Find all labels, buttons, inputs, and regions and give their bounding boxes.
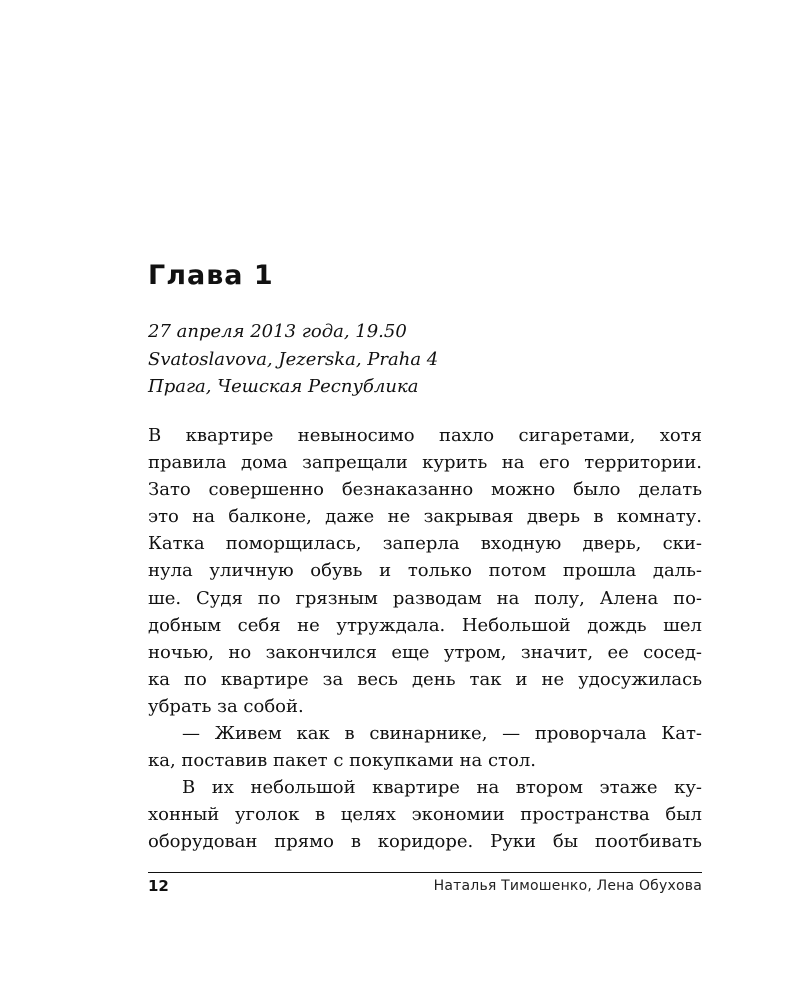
body-line: ше. Судя по грязным разводам на полу, Алена по- [148, 587, 702, 609]
body-line: Зато совершенно безнаказанно можно было делать [148, 479, 702, 501]
body-line: ка, поставив пакет с покупками на стол. [148, 750, 536, 772]
body-line: оборудован прямо в коридоре. Руки бы поотбивать [148, 831, 702, 853]
meta-city: Прага, Чешская Республика [148, 376, 419, 397]
chapter-meta [148, 318, 708, 401]
body-line: ка по квартире за весь день так и не удосужилась [148, 668, 702, 690]
page-number: 12 [148, 877, 169, 895]
body-line: нула уличную обувь и только потом прошла даль- [148, 560, 702, 582]
footer-divider [148, 872, 702, 873]
body-line: убрать за собой. [148, 695, 304, 717]
body-line: это на балконе, даже не закрывая дверь в комнату. [148, 506, 702, 528]
body-text [148, 422, 702, 856]
body-line: добным себя не утруждала. Небольшой дождь шел [148, 614, 702, 636]
running-footer-authors: Наталья Тимошенко, Лена Обухова [433, 878, 702, 894]
meta-date-time: 27 апреля 2013 года, 19.50 [148, 321, 407, 342]
meta-address: Svatoslavova, Jezerska, Praha 4 [148, 348, 439, 370]
body-line: В квартире невыносимо пахло сигаретами, хотя [148, 425, 702, 446]
body-line: Катка поморщилась, заперла входную дверь, ски- [148, 533, 702, 555]
body-line: В их небольшой квартире на втором этаже ку- [182, 777, 702, 799]
body-line: ночью, но закончился еще утром, значит, ее сосед- [148, 641, 702, 663]
body-line: правила дома запрещали курить на его территории. [148, 452, 702, 474]
body-line: — Живем как в свинарнике, — проворчала Кат- [182, 723, 702, 745]
chapter-title: Глава 1 [148, 260, 274, 291]
body-line: хонный уголок в целях экономии пространства был [148, 804, 702, 826]
